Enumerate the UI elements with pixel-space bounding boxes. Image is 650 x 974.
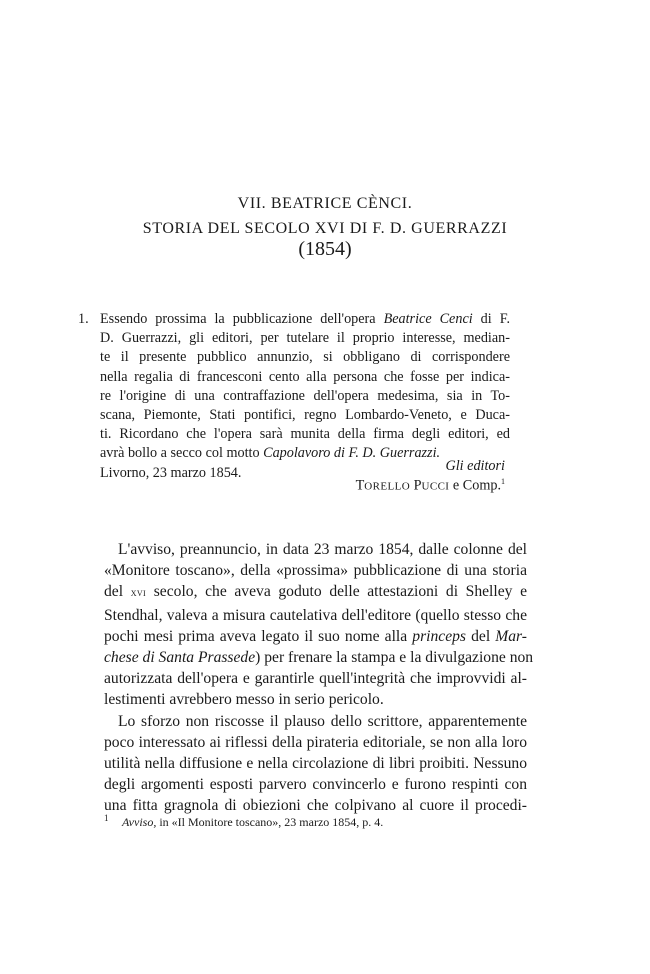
body-line: pochi mesi prima aveva legato il suo nome alla princeps del Mar- xyxy=(104,627,527,645)
document-line: avrà bollo a secco col motto Capolavoro di F. D. Guerrazzi. xyxy=(100,445,441,462)
signature-cap-t: T xyxy=(355,477,365,494)
signature-cap-p: P xyxy=(413,477,422,494)
document-line: nella regalia di francesconi cento alla persona che fosse per indica- xyxy=(100,368,510,385)
document-number: 1. xyxy=(78,311,89,327)
body-line: Lo sforzo non riscosse il plauso dello scrittore, apparentemente xyxy=(118,712,527,730)
footnote-number: 1 xyxy=(104,813,109,823)
body-line: lestimenti avrebbero messo in serio pericolo. xyxy=(104,691,384,709)
footnote-text: Avviso, in «Il Monitore toscano», 23 marzo 1854, p. 4. xyxy=(122,815,384,829)
signature-tail: e Comp. xyxy=(449,477,501,494)
body-line: utilità nella diffusione e nella circolazione di libri proibiti. Nessuno xyxy=(104,755,527,773)
document-text xyxy=(100,310,510,483)
document-block xyxy=(78,310,510,483)
chapter-title-line-1: VII. BEATRICE CÈNCI. xyxy=(237,195,413,212)
chapter-title-line-2: STORIA DEL SECOLO XVI DI F. D. GUERRAZZI xyxy=(142,220,508,237)
document-line: Essendo prossima la pubblicazione dell'opera Beatrice Cenci di F. xyxy=(100,311,510,327)
body-line: autorizzata dell'opera e garantirle quell'integrità che improvvidi al- xyxy=(104,670,527,688)
signature-editors: Gli editori xyxy=(445,458,505,474)
body-line: del xvi secolo, che aveva goduto delle attestazioni di Shelley e xyxy=(104,583,527,601)
document-line: D. Guerrazzi, gli editori, per tutelare il proprio interesse, median- xyxy=(100,330,510,347)
body-line: chese di Santa Prassede) per frenare la stampa e la divulgazione non xyxy=(104,649,534,667)
footnote-ref: 1 xyxy=(501,477,505,486)
body-line: «Monitore toscano», della «prossima» pubblicazione di una storia xyxy=(104,562,527,580)
body-line: Stendhal, valeva a misura cautelativa dell'editore (quello stesso che xyxy=(104,606,527,624)
document-line: ti. Ricordano che l'opera sarà munita della firma degli editori, ed xyxy=(100,426,510,443)
signature-rest-1: ORELLO xyxy=(364,480,411,493)
body-text xyxy=(104,539,534,817)
document-line: re l'origine di una contraffazione dell'opera medesima, sia in To- xyxy=(100,387,510,404)
body-line: una fitta gragnola di obiezioni che colpivano al cuore il procedi- xyxy=(104,797,527,815)
signature-rest-2: UCCI xyxy=(421,480,450,493)
document-line: scana, Piemonte, Stati pontifici, regno Lombardo-Veneto, e Duca- xyxy=(100,407,510,424)
body-line: L'avviso, preannuncio, in data 23 marzo 1854, dalle colonne del xyxy=(118,541,527,558)
body-line: degli argomenti esposti parvero convincerlo e furono respinti con xyxy=(104,776,527,794)
chapter-title-year: (1854) xyxy=(298,238,352,260)
body-line: poco interessato ai riflessi della pirateria editoriale, se non alla loro xyxy=(104,733,527,751)
document-line: te il presente pubblico annunzio, si obbligano di corrispondere xyxy=(100,349,510,366)
document-line: Livorno, 23 marzo 1854. xyxy=(100,464,242,481)
signature-names xyxy=(0,477,505,495)
